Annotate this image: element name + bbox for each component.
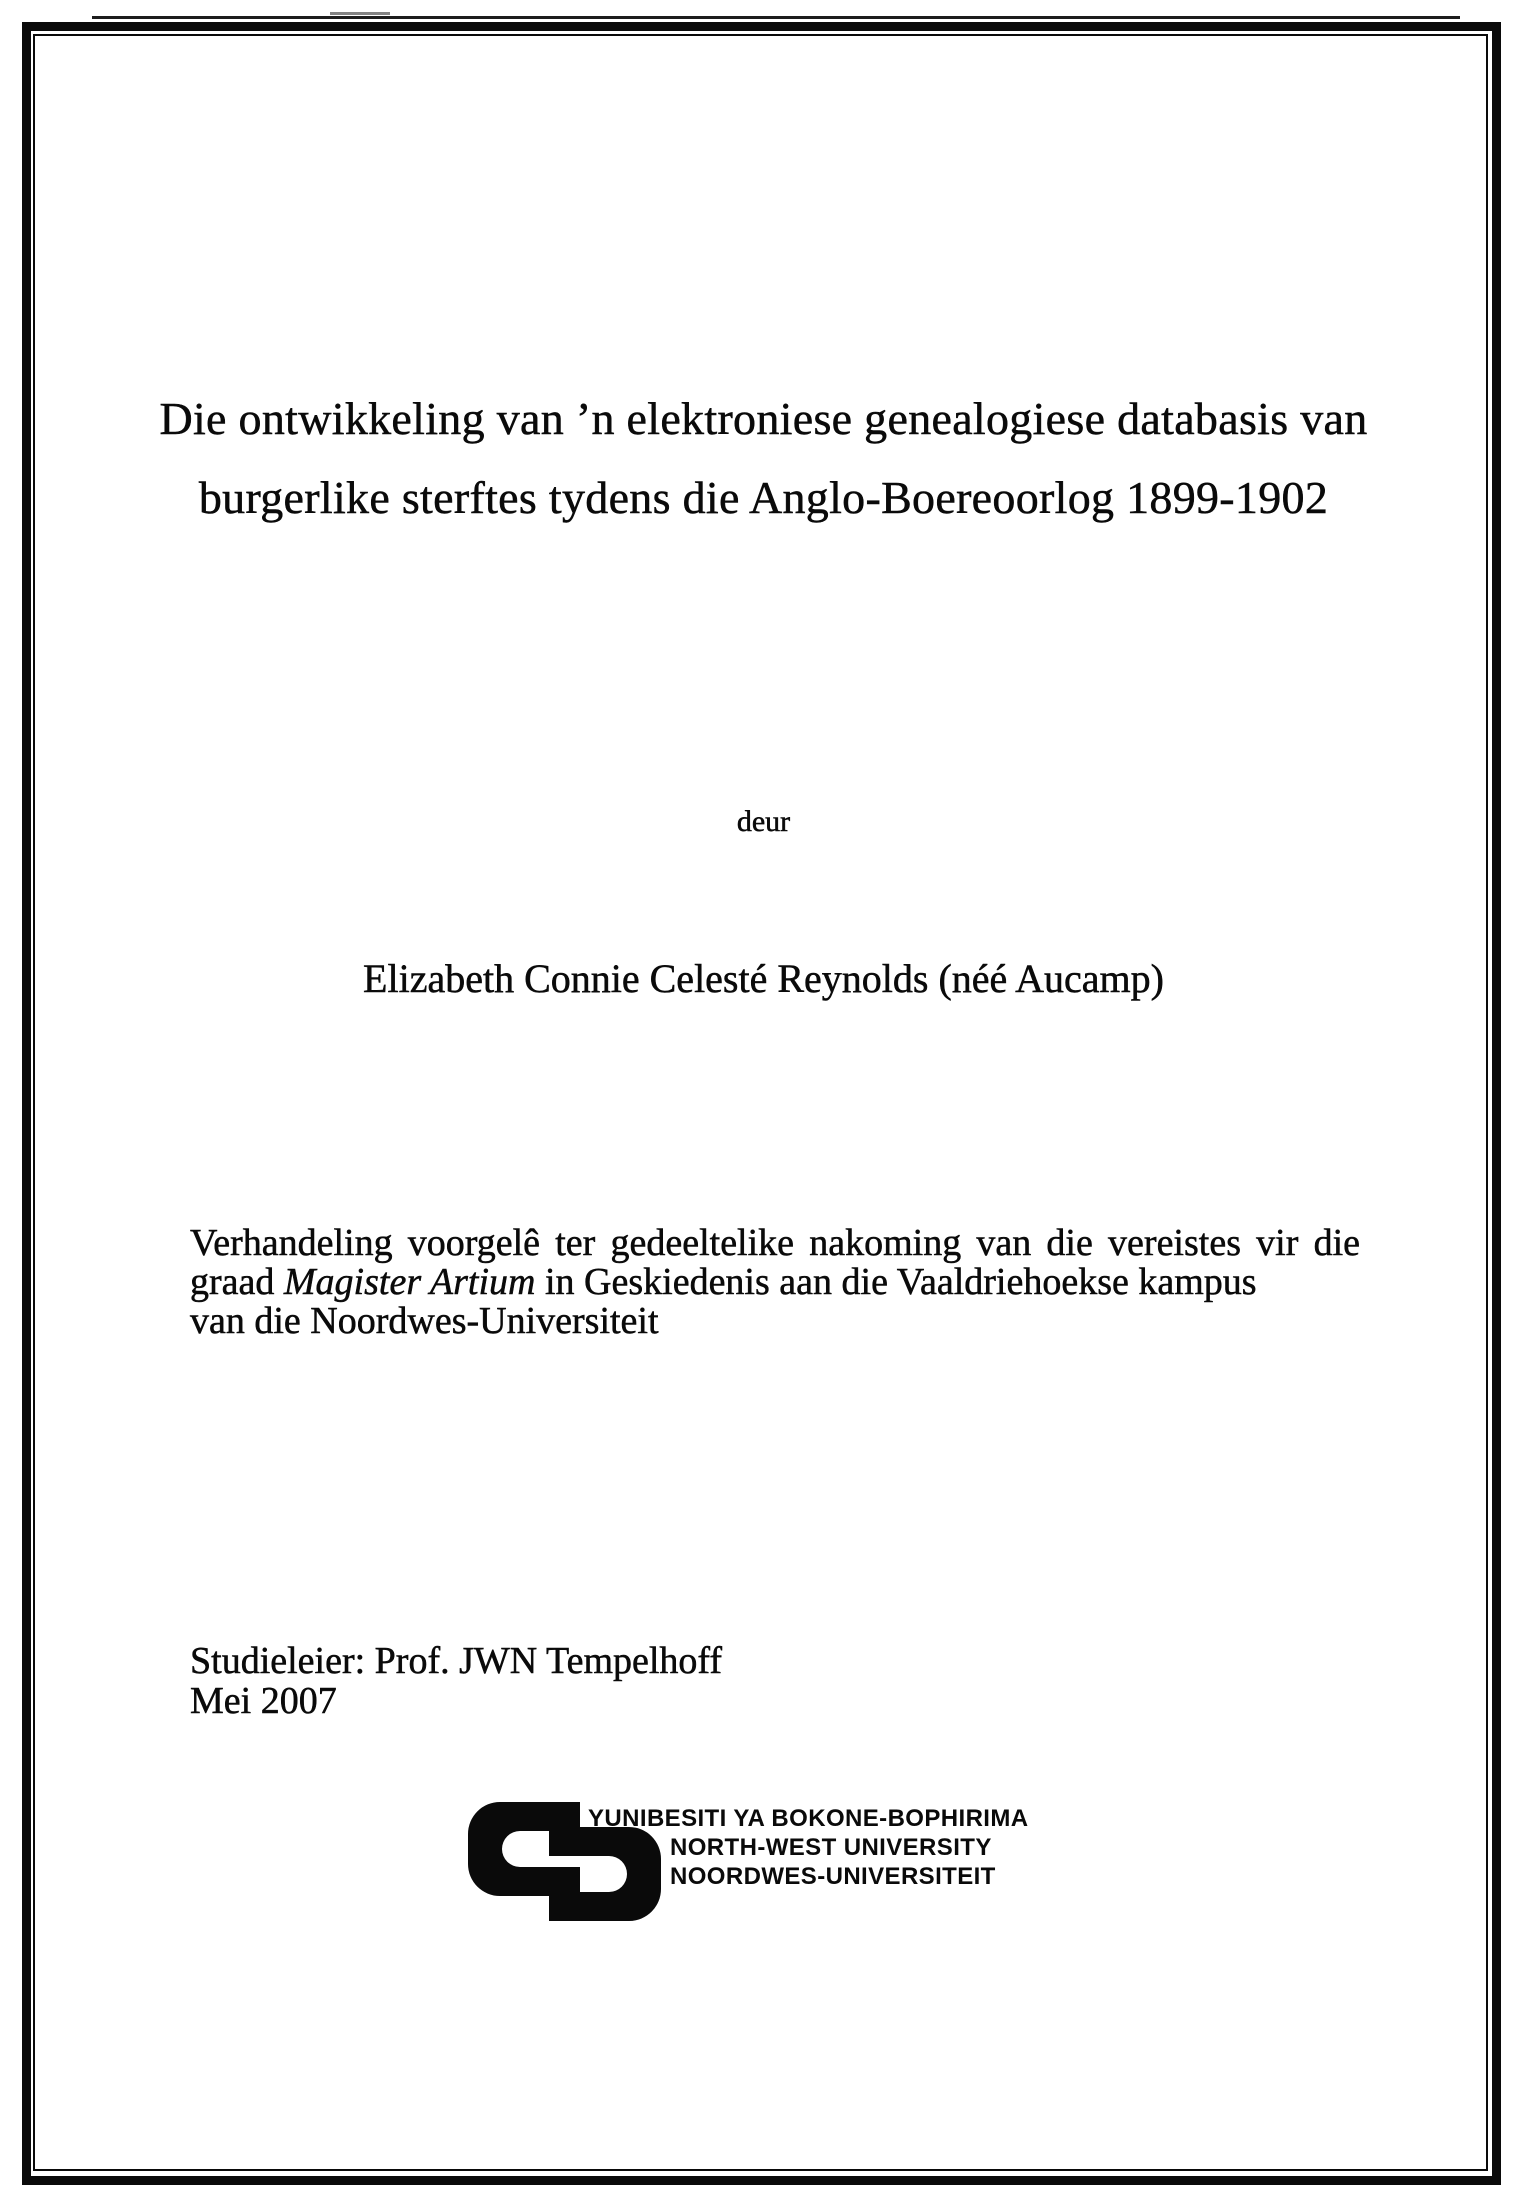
degree-statement-line2 [190, 1263, 1360, 1302]
thesis-title-line1: Die ontwikkeling van ’n elektroniese genealogiese databasis van [159, 393, 1368, 444]
degree-statement-line1: Verhandeling voorgelê ter gedeeltelike nakoming van die vereistes vir die [190, 1222, 1360, 1264]
logo-text-english: NORTH-WEST UNIVERSITY [670, 1834, 992, 1861]
degree-name-italic: Magister Artium [283, 1261, 536, 1303]
byline: deur [736, 805, 791, 838]
scan-artifact-line [92, 16, 1460, 19]
university-logo [468, 1802, 1088, 1932]
date-line: Mei 2007 [190, 1680, 337, 1722]
scan-artifact-speck [330, 12, 390, 15]
thesis-title-line2: burgerlike sterftes tydens die Anglo-Boereoorlog 1899-1902 [198, 472, 1329, 523]
degree-statement-line2-pre: graad [190, 1261, 284, 1303]
degree-statement [190, 1224, 1360, 1341]
logo-text-afrikaans: NOORDWES-UNIVERSITEIT [670, 1863, 996, 1890]
supervisor-line: Studieleier: Prof. JWN Tempelhoff [190, 1640, 723, 1682]
university-logo-text [588, 1804, 1029, 1891]
degree-statement-line2-post: in Geskiedenis aan die Vaaldriehoekse kampus [535, 1261, 1257, 1303]
supervisor-block [190, 1641, 1090, 1721]
thesis-title [0, 379, 1527, 537]
author-name: Elizabeth Connie Celesté Reynolds (néé Aucamp) [363, 956, 1164, 1001]
degree-statement-line3: van die Noordwes-Universiteit [190, 1300, 659, 1342]
logo-text-setswana: YUNIBESITI YA BOKONE-BOPHIRIMA [588, 1805, 1029, 1832]
